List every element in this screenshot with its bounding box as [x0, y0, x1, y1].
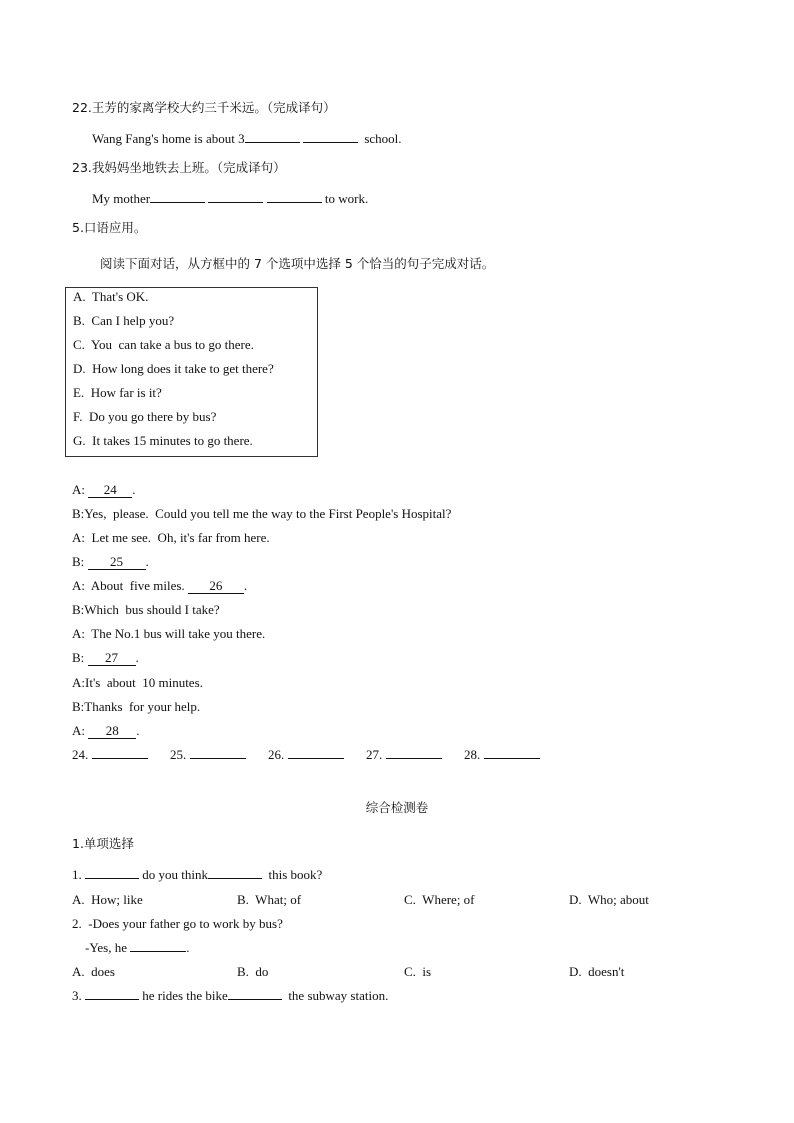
mc1-choice-a[interactable]: A. How; like — [72, 892, 143, 907]
answer-blank[interactable] — [386, 758, 442, 759]
mc1-number: 1. — [72, 867, 82, 882]
option-a: A. That's OK. — [73, 289, 149, 304]
dialogue-line-9: A:It's about 10 minutes. — [72, 675, 203, 690]
q23-stem: 23.我妈妈坐地铁去上班。（完成译句） — [72, 160, 286, 175]
test-title: 综合检测卷 — [365, 800, 429, 815]
q22-blank-1[interactable] — [245, 142, 300, 143]
q23-blank-1[interactable] — [150, 202, 205, 203]
option-g: G. It takes 15 minutes to go there. — [73, 433, 253, 448]
mc2-choice-a[interactable]: A. does — [72, 964, 115, 979]
q23-text-post: to work. — [324, 191, 369, 206]
mc2-response-text: -Yes, he — [85, 940, 128, 955]
dialogue-line-10: B:Thanks for your help. — [72, 699, 201, 714]
mc2-blank[interactable] — [130, 951, 186, 952]
q22-text-post: school. — [364, 131, 402, 146]
speaker-a: A: — [72, 482, 89, 497]
answer-blank[interactable] — [190, 758, 246, 759]
answer-label: 28. — [464, 747, 481, 762]
dialogue-line-2: B:Yes, please. Could you tell me the way to the First People's Hospital? — [72, 506, 452, 521]
dialogue-blank-26[interactable]: 26 — [188, 579, 244, 594]
mc1-stem — [72, 867, 322, 883]
mc2-choice-c[interactable]: C. is — [404, 964, 432, 979]
mc3-text-mid: he rides the bike — [142, 988, 228, 1003]
dialogue-line-1: A: 24 . — [72, 482, 136, 497]
speaker-a-text: A: About five miles. — [72, 578, 188, 593]
mc1-choice-b[interactable]: B. What; of — [237, 892, 302, 907]
option-f: F. Do you go there by bus? — [73, 409, 217, 424]
mc3-number: 3. — [72, 988, 82, 1003]
dialogue-line-5: A: About five miles. 26 . — [72, 578, 248, 593]
mc3-text-post: the subway station. — [288, 988, 389, 1003]
dialogue-line-7: A: The No.1 bus will take you there. — [72, 626, 266, 641]
answer-24 — [72, 747, 148, 763]
mc1-choice-c[interactable]: C. Where; of — [404, 892, 475, 907]
dialogue-line-11: A: 28 . — [72, 723, 140, 738]
option-e: E. How far is it? — [73, 385, 162, 400]
mc1-blank-2[interactable] — [208, 878, 262, 879]
q22-blank-2[interactable] — [303, 142, 358, 143]
answer-label: 27. — [366, 747, 383, 762]
dialogue-blank-28[interactable]: 28 — [88, 724, 136, 739]
answer-label: 25. — [170, 747, 187, 762]
mc1-text-mid: do you think — [142, 867, 208, 882]
q22-sentence — [92, 131, 402, 147]
dialogue-line-6: B:Which bus should I take? — [72, 602, 220, 617]
speaker-a: A: — [72, 723, 89, 738]
answer-blank[interactable] — [92, 758, 148, 759]
mc1-choice-d[interactable]: D. Who; about — [569, 892, 649, 907]
section5-instruction: 阅读下面对话，从方框中的 7 个选项中选择 5 个恰当的句子完成对话。 — [100, 256, 495, 271]
answer-28 — [464, 747, 540, 763]
dialogue-line-4: B: 25 . — [72, 554, 149, 569]
answer-blank[interactable] — [484, 758, 540, 759]
section5-title: 5.口语应用。 — [72, 220, 147, 235]
q23-blank-2[interactable] — [208, 202, 263, 203]
q22-text-pre: Wang Fang's home is about 3 — [92, 131, 245, 146]
q22-stem: 22.王芳的家离学校大约三千米远。（完成译句） — [72, 100, 336, 115]
dialogue-blank-24[interactable]: 24 — [88, 483, 132, 498]
q23-text-pre: My mother — [92, 191, 151, 206]
dialogue-line-3: A: Let me see. Oh, it's far from here. — [72, 530, 270, 545]
q23-blank-3[interactable] — [267, 202, 322, 203]
part1-title: 1.单项选择 — [72, 836, 134, 851]
mc1-text-post: this book? — [268, 867, 323, 882]
speaker-b: B: — [72, 650, 88, 665]
q23-sentence — [92, 191, 368, 207]
mc2-response: -Yes, he . — [85, 940, 190, 955]
answer-label: 26. — [268, 747, 285, 762]
mc2-choice-d[interactable]: D. doesn't — [569, 964, 625, 979]
mc2-choice-b[interactable]: B. do — [237, 964, 269, 979]
option-d: D. How long does it take to get there? — [73, 361, 274, 376]
answer-25 — [170, 747, 246, 763]
dialogue-blank-27[interactable]: 27 — [88, 651, 136, 666]
answer-blank[interactable] — [288, 758, 344, 759]
speaker-b: B: — [72, 554, 88, 569]
mc2-stem: 2. -Does your father go to work by bus? — [72, 916, 283, 931]
options-box — [65, 287, 318, 457]
answer-26 — [268, 747, 344, 763]
mc3-stem — [72, 988, 388, 1004]
answer-27 — [366, 747, 442, 763]
option-c: C. You can take a bus to go there. — [73, 337, 254, 352]
answer-label: 24. — [72, 747, 89, 762]
dialogue-line-8: B: 27 . — [72, 650, 139, 665]
option-b: B. Can I help you? — [73, 313, 175, 328]
mc3-blank-1[interactable] — [85, 999, 139, 1000]
mc3-blank-2[interactable] — [228, 999, 282, 1000]
mc1-blank-1[interactable] — [85, 878, 139, 879]
dialogue-blank-25[interactable]: 25 — [88, 555, 146, 570]
